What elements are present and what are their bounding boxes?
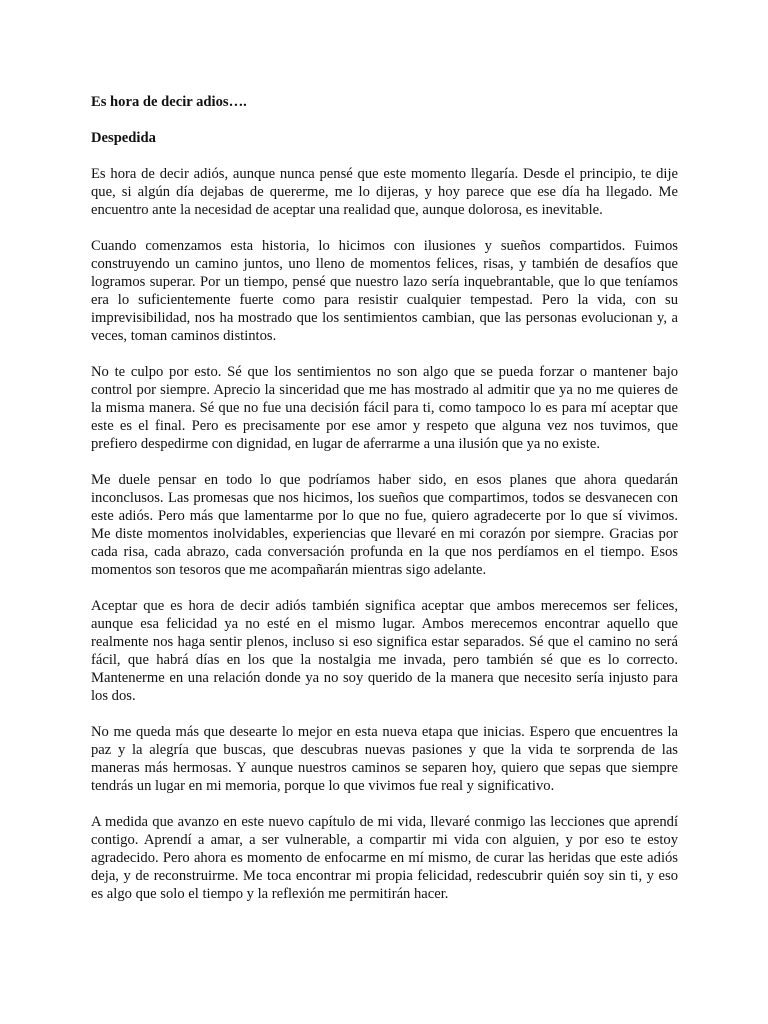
document-subtitle: Despedida [91,130,156,146]
paragraph-1: Es hora de decir adiós, aunque nunca pensé que este momento llegaría. Desde el principio, te dije que, si algún día dejabas de quererme, me lo dijeras, y hoy parece que ese día ha llegado. Me encuentro ante la necesidad de aceptar una realidad que, aunque dolorosa, es inevitable. [91,166,678,218]
document-title: Es hora de decir adios…. [91,94,247,110]
paragraph-2: Cuando comenzamos esta historia, lo hicimos con ilusiones y sueños compartidos. Fuimos construyendo un camino juntos, uno lleno de momentos felices, risas, y también de desafíos que logramos superar. Por un tiempo, pensé que nuestro lazo sería inquebrantable, que lo que teníamos era lo suficientemente fuerte como para resistir cualquier tempestad. Pero la vida, con su imprevisibilidad, nos ha mostrado que los sentimientos cambian, que las personas evolucionan y, a veces, toman caminos distintos. [91,238,678,344]
paragraph-6: No me queda más que desearte lo mejor en esta nueva etapa que inicias. Espero que encuentres la paz y la alegría que buscas, que descubras nuevas pasiones y que la vida te sorprenda de las maneras más hermosas. Y aunque nuestros caminos se separen hoy, quiero que sepas que siempre tendrás un lugar en mi memoria, porque lo que vivimos fue real y significativo. [91,724,678,794]
document-page [91,93,678,921]
paragraph-7: A medida que avanzo en este nuevo capítulo de mi vida, llevaré conmigo las lecciones que aprendí contigo. Aprendí a amar, a ser vulnerable, a compartir mi vida con alguien, y por eso te estoy agradecido. Pero ahora es momento de enfocarme en mí mismo, de curar las heridas que este adiós deja, y de reconstruirme. Me toca encontrar mi propia felicidad, redescubrir quién soy sin ti, y eso es algo que solo el tiempo y la reflexión me permitirán hacer. [91,814,678,902]
paragraph-3: No te culpo por esto. Sé que los sentimientos no son algo que se pueda forzar o mantener bajo control por siempre. Aprecio la sinceridad que me has mostrado al admitir que ya no me quieres de la misma manera. Sé que no fue una decisión fácil para ti, como tampoco lo es para mí aceptar que este es el final. Pero es precisamente por ese amor y respeto que alguna vez nos tuvimos, que prefiero despedirme con dignidad, en lugar de aferrarme a una ilusión que ya no existe. [91,364,678,452]
paragraph-4: Me duele pensar en todo lo que podríamos haber sido, en esos planes que ahora quedarán inconclusos. Las promesas que nos hicimos, los sueños que compartimos, todos se desvanecen con este adiós. Pero más que lamentarme por lo que no fue, quiero agradecerte por lo que sí vivimos. Me diste momentos inolvidables, experiencias que llevaré en mi corazón por siempre. Gracias por cada risa, cada abrazo, cada conversación profunda en la que nos perdíamos en el tiempo. Esos momentos son tesoros que me acompañarán mientras sigo adelante. [91,472,678,578]
paragraph-5: Aceptar que es hora de decir adiós también significa aceptar que ambos merecemos ser felices, aunque esa felicidad ya no esté en el mismo lugar. Ambos merecemos encontrar aquello que realmente nos haga sentir plenos, incluso si eso significa estar separados. Sé que el camino no será fácil, que habrá días en los que la nostalgia me invada, pero también sé que es lo correcto. Mantenerme en una relación donde ya no soy querido de la manera que necesito sería injusto para los dos. [91,598,678,704]
